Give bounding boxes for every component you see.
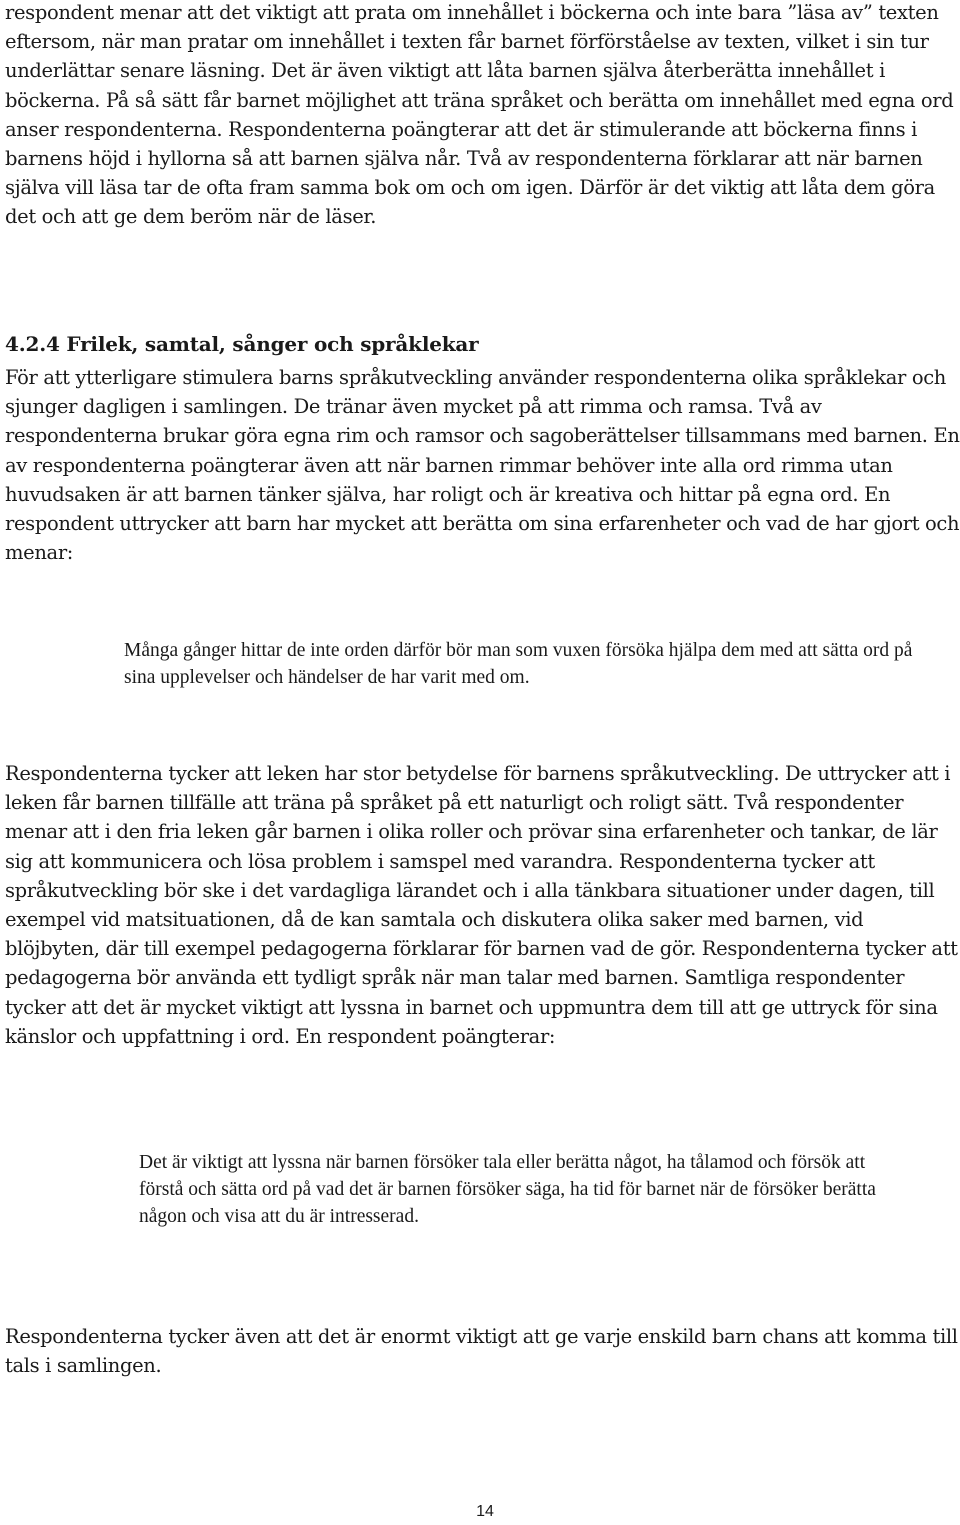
paragraph-closing: Respondenterna tycker även att det är enormt viktigt att ge varje enskild barn chans att komma till tals i samlingen. [5,1325,958,1378]
section-heading: 4.2.4 Frilek, samtal, sånger och språklekar [5,332,479,356]
paragraph-language-games: För att ytterligare stimulera barns språkutveckling använder respondenterna olika språklekar och sjunger dagligen i samlingen. De tränar även mycket på att rimma och ramsa. Två av respondenterna brukar göra egna rim och ramsor och sagoberättelser tillsammans med barnen. En av respondenterna poängterar även att när barnen rimmar behöver inte alla ord rimma utan huvudsaken är att barnen tänker själva, har roligt och är kreativa och hittar på egna ord. En respondent uttrycker att barn har mycket att berätta om sina erfarenheter och vad de har gjort och menar: [5,366,960,565]
block-quote-1: Många gånger hittar de inte orden därför bör man som vuxen försöka hjälpa dem med att sätta ord på sina upplevelser och händelser de har varit med om. [124,640,913,688]
paragraph-play-importance: Respondenterna tycker att leken har stor betydelse för barnens språkutveckling. De uttrycker att i leken får barnen tillfälle att träna på språket på ett naturligt och roligt sätt. Två respondenter menar att i den fria leken går barnen i olika roller och prövar sina erfarenheter och tankar, de lär sig att kommunicera och lösa problem i samspel med varandra. Respondenterna tycker att språkutveckling bör ske i det vardagliga lärandet och i alla tänkbara situationer under dagen, till exempel vid matsituationen, då de kan samtala och diskutera olika saker med barnen, vid blöjbyten, där till exempel pedagogerna förklarar för barnen vad de gör. Respondenterna tycker att pedagogerna bör använda ett tydligt språk när man talar med barnen. Samtliga respondenter tycker att det är mycket viktigt att lyssna in barnet och uppmuntra dem till att ge uttryck för sina känslor och uppfattning i ord. En respondent poängterar: [5,762,958,1048]
block-quote-2: Det är viktigt att lyssna när barnen försöker tala eller berätta något, ha tålamod och försök att förstå och sätta ord på vad det är barnen försöker säga, ha tid för barnet när de försöker berätta någon och visa att du är intresserad. [139,1152,876,1227]
page-number: 14 [476,1503,494,1520]
paragraph-book-reading: respondent menar att det viktigt att prata om innehållet i böckerna och inte bara ”läsa av” texten eftersom, när man pratar om innehållet i texten får barnet förförståelse av texten, vilket i sin tur underlättar senare läsning. Det är även viktigt att låta barnen själva återberätta innehållet i böckerna. På så sätt får barnet möjlighet att träna språket och berätta om innehållet med egna ord anser respondenterna. Respondenterna poängterar att det är stimulerande att böckerna finns i barnens höjd i hyllorna så att barnen själva når. Två av respondenterna förklarar att när barnen själva vill läsa tar de ofta fram samma bok om och om igen. Därför är det viktig att låta dem göra det och att ge dem beröm när de läser. [5,1,954,229]
